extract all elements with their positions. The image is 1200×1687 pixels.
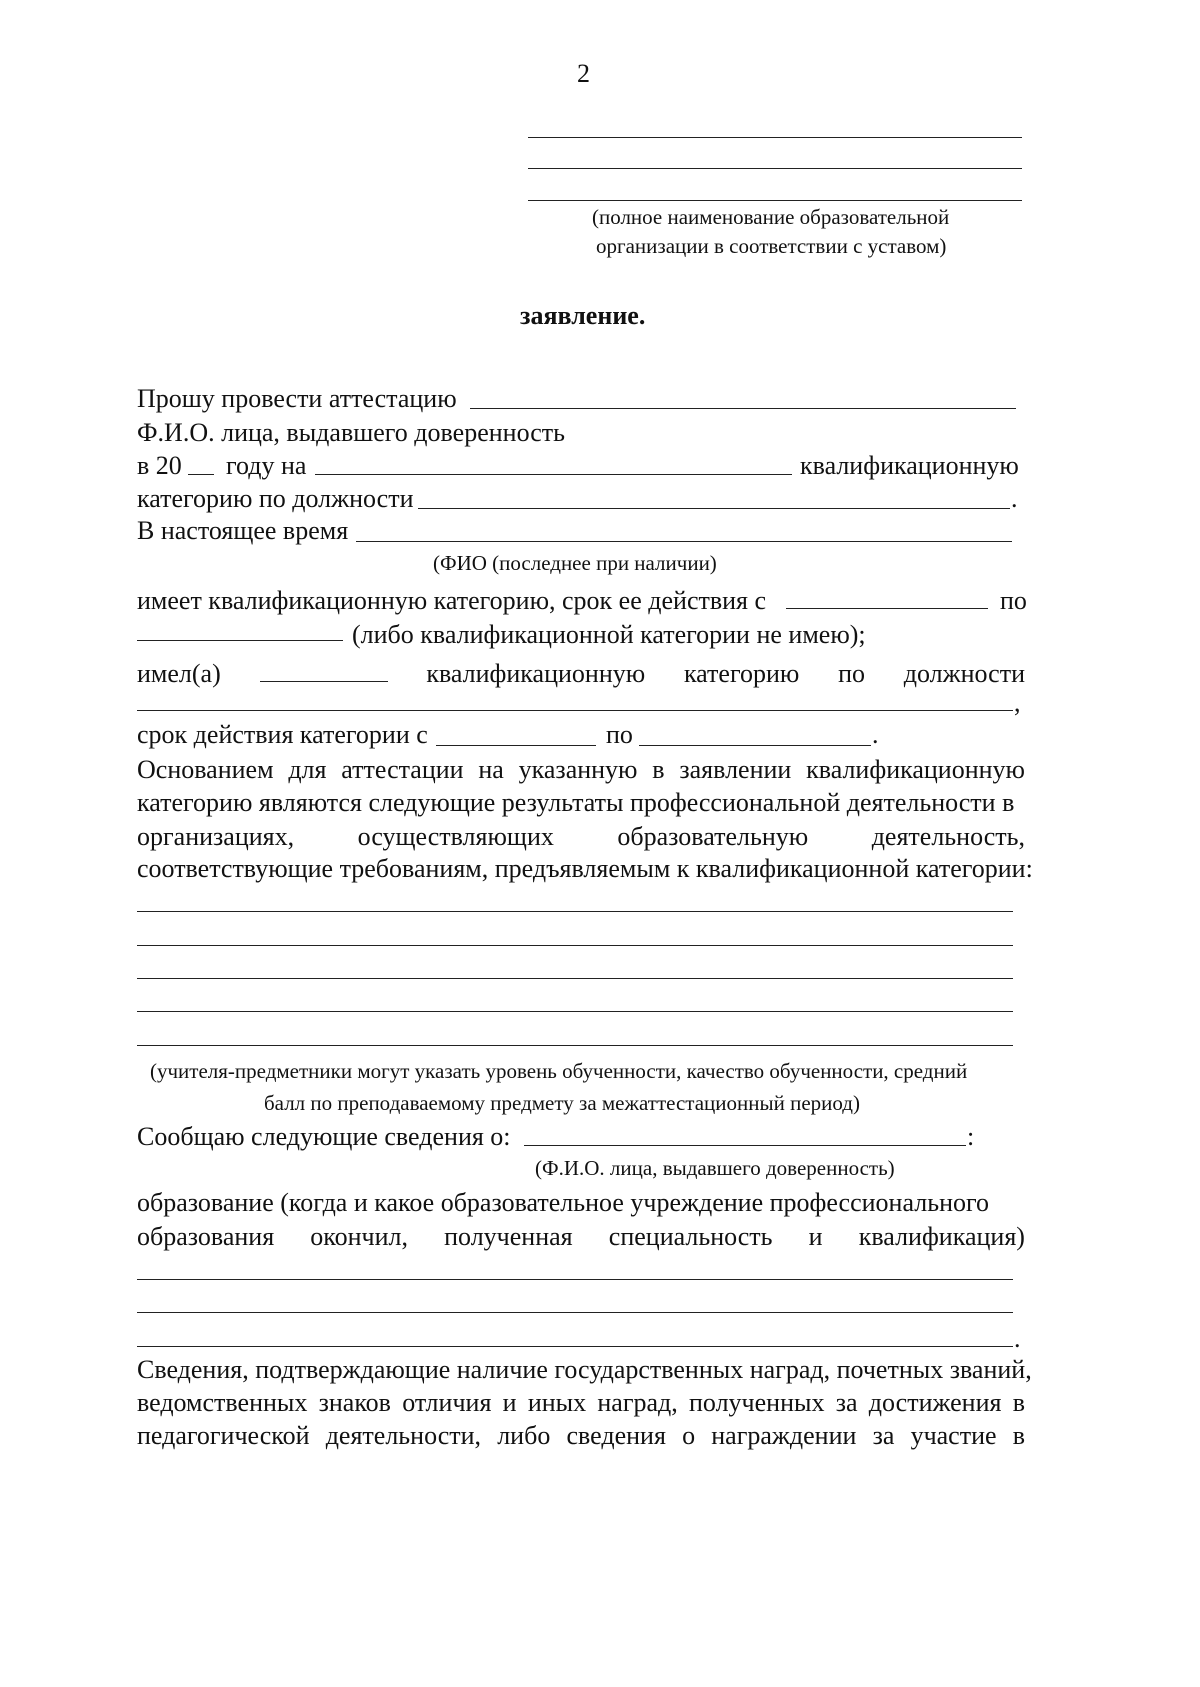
org-name-blank-2[interactable] (528, 168, 1022, 169)
education-line-1: образование (когда и какое образовательное учреждение профессионального (137, 1188, 989, 1217)
document-title: заявление. (520, 301, 646, 330)
education-word: полученная (444, 1222, 573, 1251)
awards-word: о (682, 1421, 696, 1450)
info-label: Сообщаю следующие сведения о: (137, 1122, 511, 1151)
results-blank-5[interactable] (137, 1045, 1013, 1046)
org-caption-line2: организации в соответствии с уставом) (596, 234, 947, 258)
awards-line-3 (137, 1423, 1025, 1449)
basis-word: квалификационную (806, 755, 1025, 784)
had-word-4: по (838, 659, 866, 688)
awards-word: за (872, 1421, 895, 1450)
validity-end-dot: . (872, 720, 879, 749)
had-word-3: категорию (683, 659, 800, 688)
info-person-blank[interactable] (524, 1145, 966, 1146)
results-blank-2[interactable] (137, 945, 1013, 946)
has-category-text: имеет квалификационную категорию, срок ее действия с (137, 586, 767, 615)
awards-word: сведения (566, 1421, 666, 1450)
had-position-comma: , (1014, 688, 1021, 717)
had-word-1: имел(а) (137, 659, 221, 688)
no-category-text: (либо квалификационной категории не имею); (352, 620, 866, 649)
position-end-dot: . (1011, 484, 1018, 513)
education-word: специальность (608, 1222, 773, 1251)
validity-to-label: по (606, 720, 633, 749)
basis-word: указанную (518, 755, 638, 784)
awards-word: наград, (597, 1388, 678, 1417)
awards-line-1: Сведения, подтверждающие наличие государственных наград, почетных званий, (137, 1355, 1032, 1384)
basis-word: аттестации (341, 755, 464, 784)
basis-word: Основанием (137, 755, 274, 784)
education-word: и (808, 1222, 823, 1251)
awards-word: ведомственных (137, 1388, 308, 1417)
org-caption-line1: (полное наименование образовательной (592, 205, 950, 229)
awards-word: знаков (318, 1388, 391, 1417)
results-blank-1[interactable] (137, 911, 1013, 912)
validity-label: срок действия категории с (137, 720, 428, 749)
results-blank-3[interactable] (137, 978, 1013, 979)
awards-word: достижения (868, 1388, 1002, 1417)
basis-line-2: категорию являются следующие результаты профессиональной деятельности в (137, 788, 1015, 817)
year-suffix: году на (226, 451, 307, 480)
fio-caption: (ФИО (последнее при наличии) (433, 551, 717, 575)
org-name-blank-1[interactable] (528, 137, 1022, 138)
awards-word: за (835, 1388, 858, 1417)
awards-line-2 (137, 1390, 1025, 1416)
info-caption: (Ф.И.О. лица, выдавшего доверенность) (535, 1156, 895, 1180)
had-word-2: квалификационную (426, 659, 646, 688)
education-line-2 (137, 1224, 1025, 1250)
basis-word: осуществляющих (357, 822, 554, 851)
position-label: категорию по должности (137, 484, 414, 513)
org-name-blank-3[interactable] (528, 200, 1022, 201)
awards-word: педагогической (137, 1421, 310, 1450)
basis-line-1 (137, 757, 1025, 783)
basis-word: в (652, 755, 665, 784)
awards-word: в (1012, 1388, 1025, 1417)
basis-word: заявлении (679, 755, 792, 784)
education-word: образования (137, 1222, 275, 1251)
results-caption-line1: (учителя-предметники могут указать уровень обученности, качество обученности, средний (150, 1059, 968, 1083)
year-blank[interactable] (188, 474, 214, 475)
year-prefix: в 20 (137, 451, 182, 480)
current-time-label: В настоящее время (137, 516, 349, 545)
education-word: окончил, (310, 1222, 408, 1251)
position-blank[interactable] (418, 508, 1010, 509)
awards-word: и (502, 1388, 517, 1417)
awards-word: деятельности, (325, 1421, 482, 1450)
category-valid-to-blank[interactable] (137, 640, 343, 641)
category-type-blank[interactable] (315, 474, 792, 475)
validity-from-blank[interactable] (436, 745, 596, 746)
awards-word: участие (910, 1421, 997, 1450)
basis-word: образовательную (617, 822, 809, 851)
basis-line-4: соответствующие требованиям, предъявляемым к квалификационной категории: (137, 854, 1033, 883)
education-word: квалификация) (858, 1222, 1025, 1251)
education-blank-3[interactable] (137, 1346, 1013, 1347)
education-end-dot: . (1014, 1324, 1021, 1353)
attestation-person-blank[interactable] (470, 408, 1016, 409)
request-text: Прошу провести аттестацию (137, 384, 457, 413)
category-valid-from-blank[interactable] (786, 608, 988, 609)
category-valid-to-label: по (1000, 586, 1027, 615)
had-category-blank[interactable] (260, 655, 388, 682)
results-blank-4[interactable] (137, 1011, 1013, 1012)
awards-word: награждении (711, 1421, 857, 1450)
trustee-fio-label: Ф.И.О. лица, выдавшего доверенность (137, 418, 565, 447)
had-category-line (137, 655, 1025, 687)
had-word-5: должности (903, 659, 1025, 688)
page-number: 2 (577, 59, 590, 88)
basis-word: на (478, 755, 504, 784)
awards-word: в (1012, 1421, 1025, 1450)
basis-word: организациях, (137, 822, 295, 851)
education-blank-2[interactable] (137, 1312, 1013, 1313)
basis-line-3 (137, 824, 1025, 850)
basis-word: деятельность, (871, 822, 1025, 851)
awards-word: иных (527, 1388, 587, 1417)
qualification-word: квалификационную (800, 451, 1019, 480)
awards-word: полученных (689, 1388, 825, 1417)
current-person-blank[interactable] (356, 541, 1012, 542)
validity-to-blank[interactable] (639, 745, 871, 746)
results-caption-line2: балл по преподаваемому предмету за межаттестационный период) (264, 1091, 860, 1115)
info-colon: : (967, 1122, 975, 1151)
basis-word: для (288, 755, 327, 784)
awards-word: отличия (402, 1388, 492, 1417)
awards-word: либо (497, 1421, 551, 1450)
education-blank-1[interactable] (137, 1279, 1013, 1280)
had-position-blank[interactable] (137, 710, 1013, 711)
